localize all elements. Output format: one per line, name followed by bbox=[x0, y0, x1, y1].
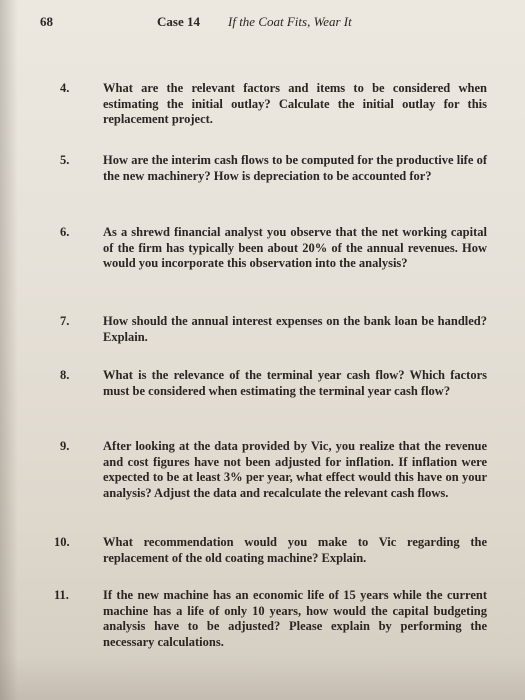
case-title: If the Coat Fits, Wear It bbox=[228, 14, 352, 29]
case-label: Case 14 bbox=[157, 14, 200, 29]
page-bottom-shade bbox=[0, 655, 525, 700]
question-number: 4. bbox=[60, 81, 70, 95]
question-number: 9. bbox=[60, 439, 70, 453]
question-text: After looking at the data provided by Vic, you realize that the revenue and cost figures have not been adjusted for inflation. If inflation were expected to be at least 3% per year, what effect would this have on your analysis? Adjust the data and recalculate the relevant cash flows. bbox=[103, 439, 487, 500]
question-text: If the new machine has an economic life of 15 years while the current machine has a life of only 10 years, how would the capital budgeting analysis have to be adjusted? Please explain by performing the necessary calculations. bbox=[103, 588, 487, 649]
question-number: 6. bbox=[60, 225, 70, 239]
question-number: 8. bbox=[60, 368, 70, 382]
question-text: What is the relevance of the terminal year cash flow? Which factors must be considered when estimating the terminal year cash flow? bbox=[103, 368, 487, 398]
question-text: What recommendation would you make to Vic regarding the replacement of the old coating machine? Explain. bbox=[103, 535, 487, 565]
question-text: As a shrewd financial analyst you observe that the net working capital of the firm has typically been about 20% of the annual revenues. How would you incorporate this observation into the analysis? bbox=[103, 225, 487, 270]
question-number: 7. bbox=[60, 314, 70, 328]
running-header bbox=[0, 14, 525, 34]
question-text: How are the interim cash flows to be computed for the productive life of the new machinery? How is depreciation to be accounted for? bbox=[103, 153, 487, 183]
question-number: 11. bbox=[54, 588, 69, 602]
question-number: 5. bbox=[60, 153, 70, 167]
page-gutter-shadow bbox=[0, 0, 18, 700]
question-text: What are the relevant factors and items to be considered when estimating the initial outlay? Calculate the initial outlay for this replacement project. bbox=[103, 81, 487, 126]
page-number: 68 bbox=[40, 14, 53, 29]
question-number: 10. bbox=[54, 535, 70, 549]
question-text: How should the annual interest expenses on the bank loan be handled? Explain. bbox=[103, 314, 487, 344]
